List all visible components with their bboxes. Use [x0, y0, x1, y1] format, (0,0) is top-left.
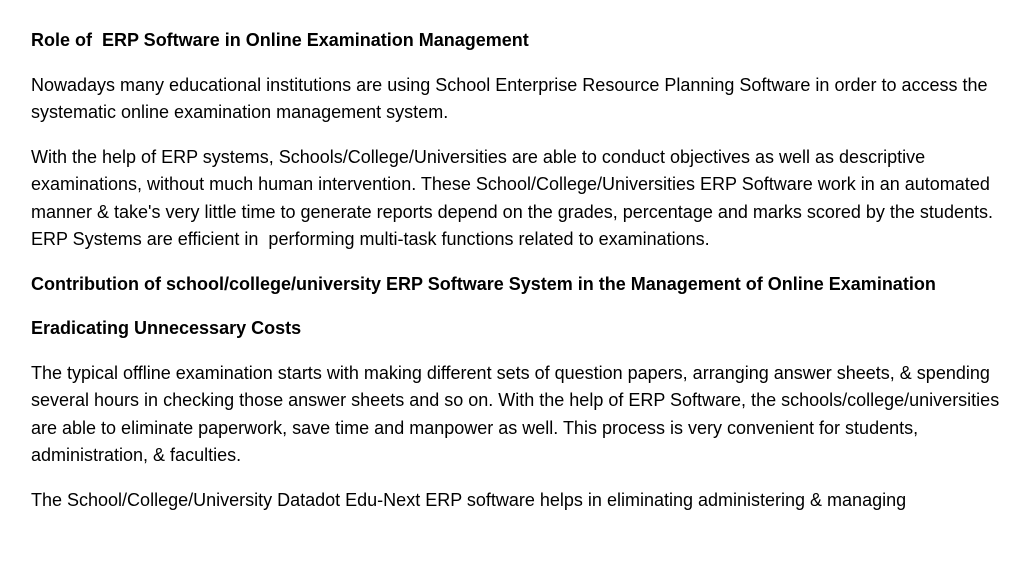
- costs-paragraph: The typical offline examination starts with making different sets of question papers, arranging answer sheets, & spending several hours in checking those answer sheets and so on. With the help of ERP Software, the schools/college/universities are able to eliminate paperwork, save time and manpower as well. This process is very convenient for students, administration, & faculties.: [31, 362, 1005, 465]
- erp-systems-paragraph: With the help of ERP systems, Schools/College/Universities are able to conduct objectives as well as descriptive examinations, without much human intervention. These School/College/Universities ERP Software work in an automated manner & take's very little time to generate reports depend on the grades, percentage and marks scored by the students. ERP Systems are efficient in performing multi-task functions related to examinations.: [31, 146, 998, 249]
- contribution-heading: Contribution of school/college/university ERP Software System in the Management of Online Examination: [31, 273, 936, 294]
- intro-paragraph: Nowadays many educational institutions are using School Enterprise Resource Planning Software in order to access the systematic online examination management system.: [31, 74, 993, 122]
- edu-next-paragraph: The School/College/University Datadot Edu-Next ERP software helps in eliminating administering & managing: [31, 489, 907, 510]
- document-content: [31, 27, 1006, 531]
- costs-heading: Eradicating Unnecessary Costs: [31, 318, 302, 338]
- document-title: Role of ERP Software in Online Examination Management: [31, 30, 529, 50]
